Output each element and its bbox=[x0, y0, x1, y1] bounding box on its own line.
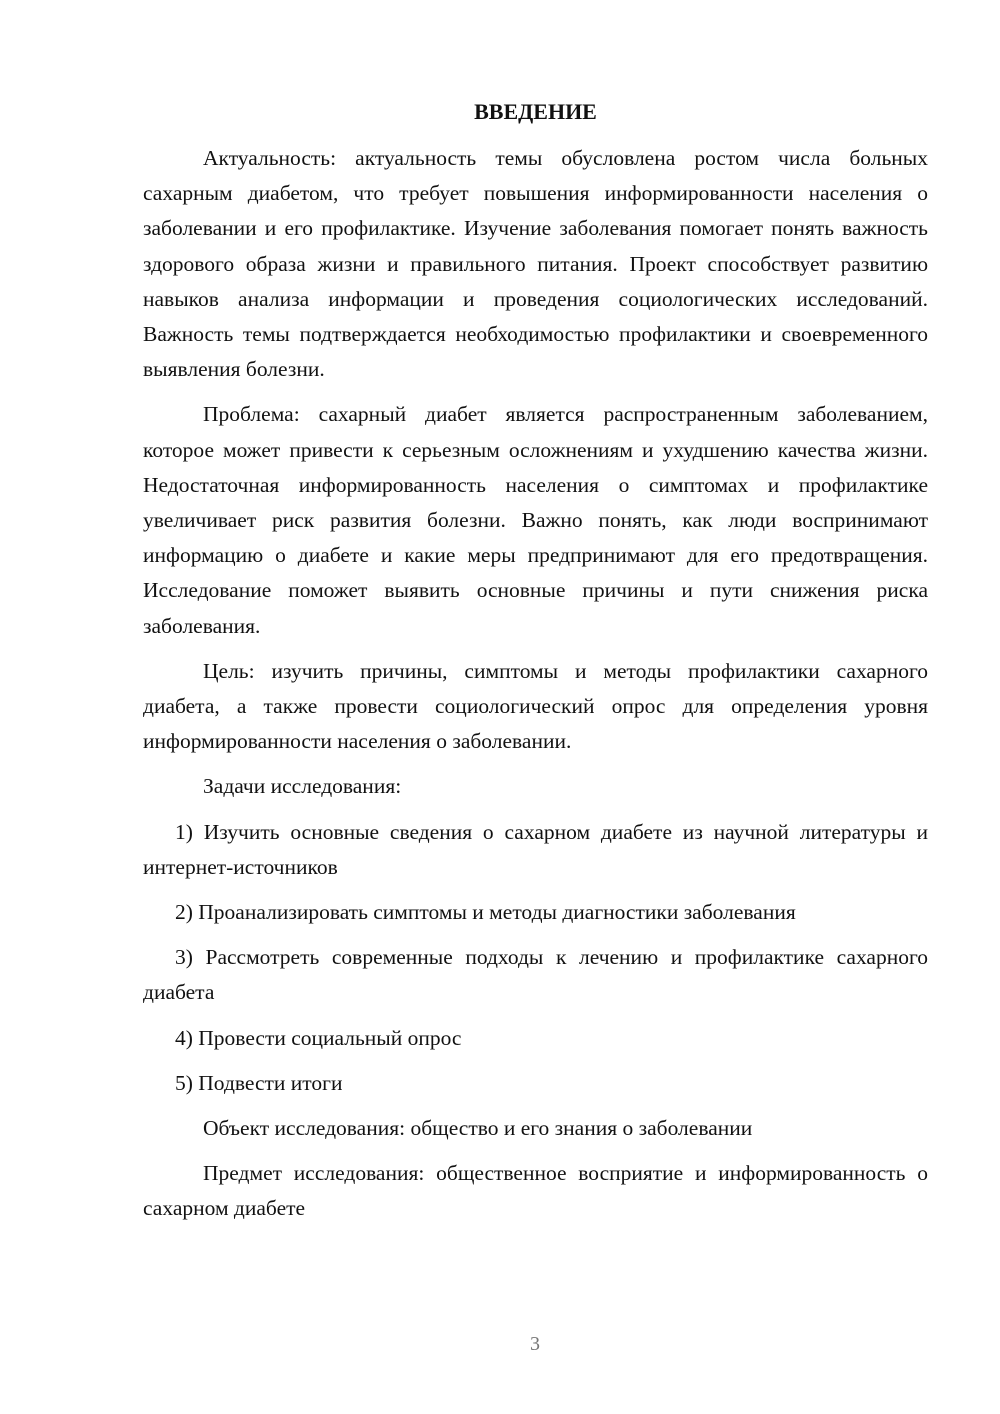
task-item: 3) Рассмотреть современные подходы к лечению и профилактике сахарного диабета bbox=[143, 945, 928, 1005]
paragraph-goal: Цель: изучить причины, симптомы и методы профилактики сахарного диабета, а также провести социологический опрос для определения уровня информированности населения о заболевании. bbox=[143, 658, 928, 754]
page-number: 3 bbox=[530, 1333, 540, 1355]
task-item: 5) Подвести итоги bbox=[175, 1070, 343, 1095]
section-title: ВВЕДЕНИЕ bbox=[474, 99, 597, 124]
paragraph-subject: Предмет исследования: общественное восприятие и информированность о сахарном диабете bbox=[143, 1161, 928, 1221]
tasks-heading: Задачи исследования: bbox=[203, 774, 402, 799]
task-item: 1) Изучить основные сведения о сахарном диабете из научной литературы и интернет-источников bbox=[143, 819, 928, 879]
paragraph-object: Объект исследования: общество и его знания о заболевании bbox=[203, 1116, 753, 1141]
paragraph-relevance: Актуальность: актуальность темы обусловлена ростом числа больных сахарным диабетом, что требует повышения информированности населения о заболевании и его профилактике. Изучение заболевания помогает понять важность здорового образа жизни и правильного питания. Проект способствует развитию навыков анализа информации и проведения социологических исследований. Важность темы подтверждается необходимостью профилактики и своевременного выявления болезни. bbox=[143, 146, 928, 382]
paragraph-problem: Проблема: сахарный диабет является распространенным заболеванием, которое может привести к серьезным осложнениям и ухудшению качества жизни. Недостаточная информированность населения о симптомах и профилактике увеличивает риск развития болезни. Важно понять, как люди воспринимают информацию о диабете и какие меры предпринимают для его предотвращения. Исследование поможет выявить основные причины и пути снижения риска заболевания. bbox=[143, 402, 928, 638]
document-page bbox=[143, 94, 928, 1237]
task-item: 2) Проанализировать симптомы и методы диагностики заболевания bbox=[175, 900, 796, 925]
task-item: 4) Провести социальный опрос bbox=[175, 1025, 462, 1050]
